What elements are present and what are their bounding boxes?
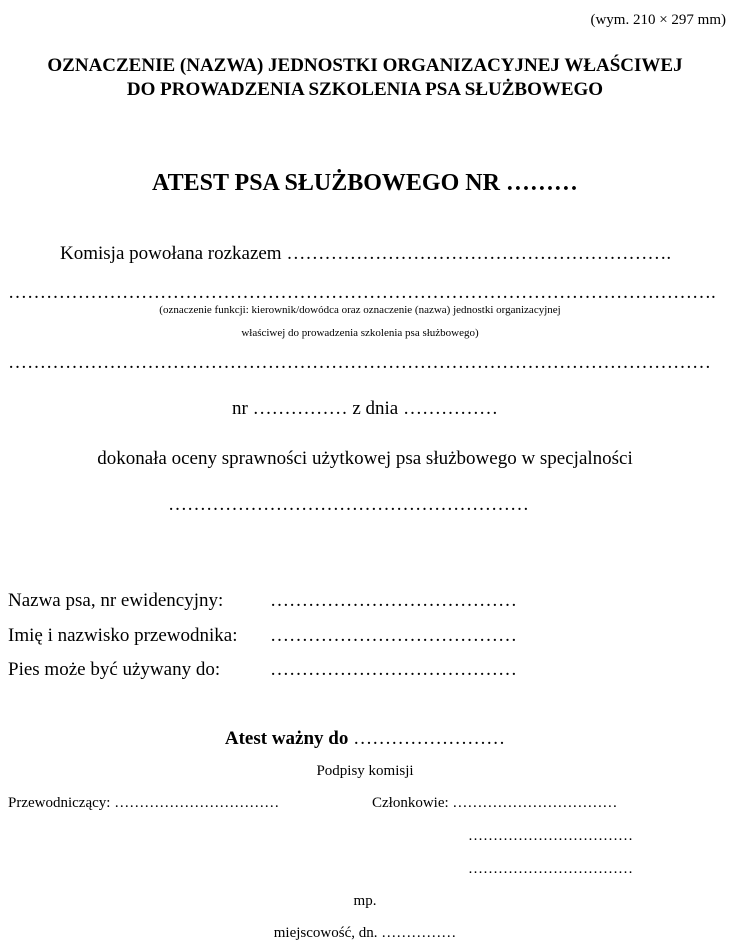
assessment-statement: dokonała oceny sprawności użytkowej psa służbowego w specjalności xyxy=(97,448,633,469)
stamp-placeholder: mp. xyxy=(353,893,377,909)
member-signature-line-3: …………………………… xyxy=(468,861,633,877)
handler-name-value: ………………………………… xyxy=(270,625,517,646)
place-date-line: miejscowość, dn. …………… xyxy=(273,925,457,941)
dotted-line-1: …………………………………………………………………………………………………. xyxy=(8,282,716,303)
specialty-dotted-line: ………………………………………………… xyxy=(168,494,529,515)
organization-header-line-1: OZNACZENIE (NAZWA) JEDNOSTKI ORGANIZACYJNEJ WŁAŚCIWEJ xyxy=(47,55,683,76)
organization-header-line-2: DO PROWADZENIA SZKOLENIA PSA SŁUŻBOWEGO xyxy=(126,79,604,100)
dog-name-value: ………………………………… xyxy=(270,590,517,611)
page-dimensions: (wym. 210 × 297 mm) xyxy=(590,12,726,28)
dotted-line-2: ………………………………………………………………………………………………… xyxy=(8,352,711,373)
valid-until-label: Atest ważny do xyxy=(224,728,349,749)
dog-usage-value: ………………………………… xyxy=(270,659,517,680)
dog-name-label: Nazwa psa, nr ewidencyjny: xyxy=(8,590,224,611)
function-note-line-2: właściwej do prowadzenia szkolenia psa służbowego) xyxy=(241,327,479,339)
function-note-line-1: (oznaczenie funkcji: kierownik/dowódca oraz oznaczenie (nazwa) jednostki organizacyjnej xyxy=(159,304,561,316)
member-signature-line-2: …………………………… xyxy=(468,828,633,844)
members-signature-line: Członkowie: …………………………… xyxy=(372,795,618,811)
organization-header xyxy=(0,54,730,102)
valid-until-value: …………………… xyxy=(348,728,506,749)
document-title: ATEST PSA SŁUŻBOWEGO NR ……… xyxy=(152,170,578,196)
order-number-date: nr …………… z dnia …………… xyxy=(232,398,498,419)
commission-line: Komisja powołana rozkazem ……………………………………………………. xyxy=(60,243,672,264)
signatures-heading: Podpisy komisji xyxy=(316,763,414,779)
dog-usage-label: Pies może być używany do: xyxy=(8,659,221,680)
valid-until-line xyxy=(0,728,730,750)
chairman-signature-line: Przewodniczący: …………………………… xyxy=(8,795,280,811)
handler-name-label: Imię i nazwisko przewodnika: xyxy=(8,625,238,646)
